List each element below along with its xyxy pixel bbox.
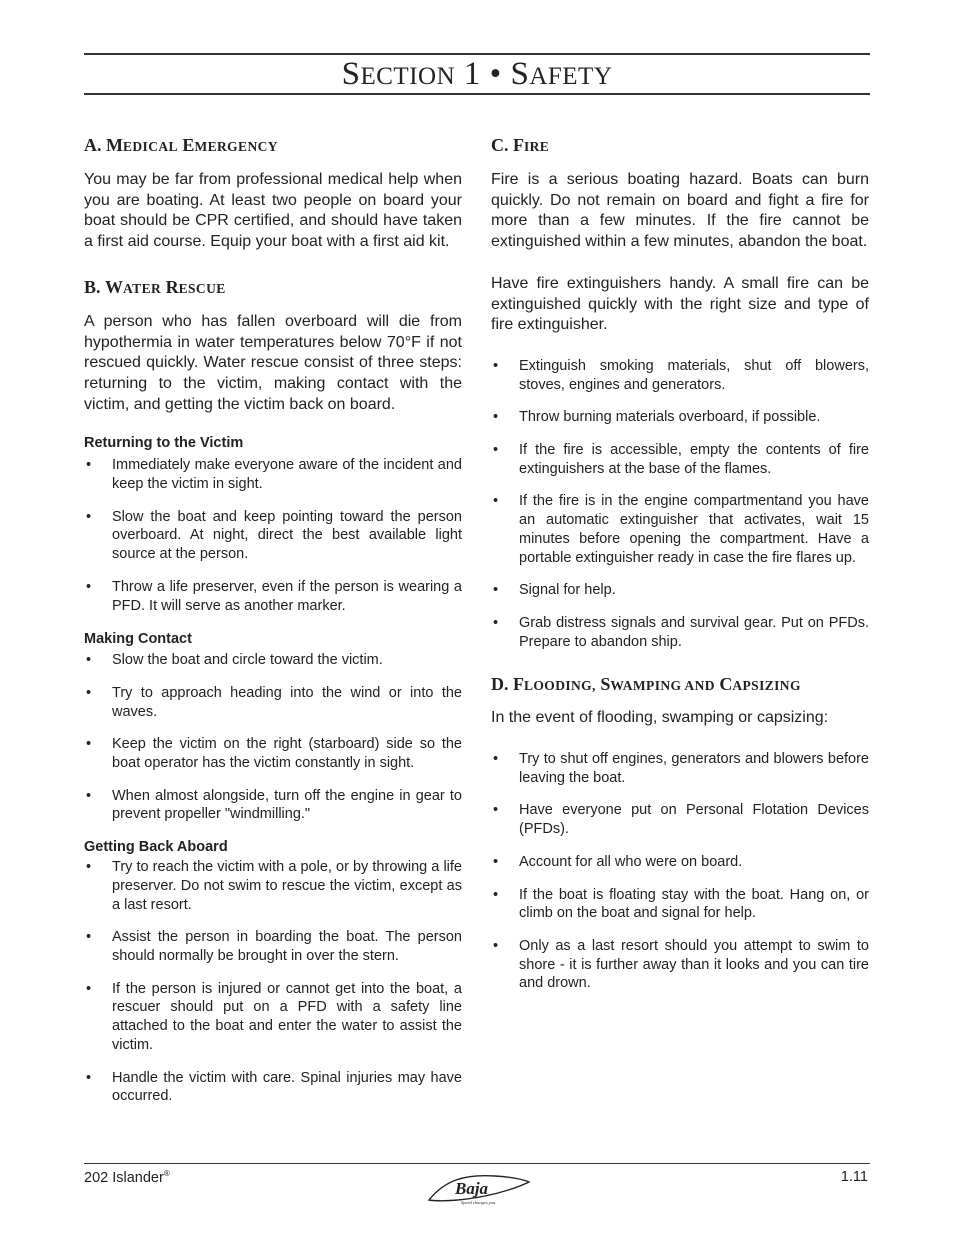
returning-list bbox=[84, 456, 462, 615]
list-item: • Signal for help. bbox=[493, 582, 616, 599]
list-item: • Have everyone put on Personal Flotation Devices (PFDs). bbox=[493, 802, 869, 838]
subheading-making-contact: Making Contact bbox=[84, 631, 192, 648]
list-item: • If the person is injured or cannot get into the boat, a rescuer should put on a PFD with a safety line attached to the boat and enter the water to assist the victim. bbox=[86, 980, 462, 1053]
list-item: • Try to shut off engines, generators and blowers before leaving the boat. bbox=[493, 751, 869, 786]
fire-list bbox=[491, 357, 869, 651]
list-item: • Slow the boat and keep pointing toward the person overboard. At night, direct the best available light source at the person. bbox=[86, 508, 462, 563]
baja-logo bbox=[425, 1170, 531, 1206]
list-item: • Keep the victim on the right (starboard) side so the boat operator has the victim constantly in sight. bbox=[86, 736, 462, 772]
fire-text-2: Have fire extinguishers handy. A small fire can be extinguished quickly with the right size and type of fire extinguisher. bbox=[491, 274, 869, 334]
water-rescue-text: A person who has fallen overboard will die from hypothermia in water temperatures below 70°F if not rescued quickly. Water rescue consist of three steps: returning to the victim, making contact with the victim, and getting the victim back on board. bbox=[84, 312, 462, 413]
footer-model: 202 Islander® bbox=[84, 1169, 170, 1186]
list-item: • Try to reach the victim with a pole, or by throwing a life preserver. Do not swim to rescue the victim, except as a last resort. bbox=[86, 859, 462, 913]
list-item: • Extinguish smoking materials, shut off blowers, stoves, engines and generators. bbox=[493, 357, 869, 393]
footer-rule bbox=[84, 1163, 870, 1164]
list-item: • Throw a life preserver, even if the person is wearing a PFD. It will serve as another marker. bbox=[86, 578, 462, 614]
list-item: • Assist the person in boarding the boat. The person should normally be brought in over the stern. bbox=[86, 929, 462, 964]
subheading-returning: Returning to the Victim bbox=[84, 435, 244, 452]
list-item: • Try to approach heading into the wind or into the waves. bbox=[86, 684, 462, 720]
flooding-text: In the event of flooding, swamping or capsizing: bbox=[491, 709, 829, 727]
making-contact-list bbox=[84, 651, 462, 824]
page-title: SECTION 1 • SAFETY bbox=[341, 56, 613, 92]
fire-text-1: Fire is a serious boating hazard. Boats can burn quickly. Do not remain on board and fight a fire for more than a few minutes. If the fire cannot be extinguished within a few minutes, abandon the boat. bbox=[491, 171, 869, 251]
list-item: • Only as a last resort should you attempt to swim to shore - it is further away than it looks and you can tire and drown. bbox=[493, 937, 869, 992]
title-rule bbox=[84, 93, 870, 95]
heading-medical-emergency: A. MEDICAL EMERGENCY bbox=[84, 135, 278, 155]
logo-tagline: Speed changes you. bbox=[461, 1200, 497, 1205]
list-item: • Slow the boat and circle toward the victim. bbox=[86, 652, 383, 669]
list-item: • Immediately make everyone aware of the incident and keep the victim in sight. bbox=[86, 457, 462, 493]
logo-wordmark: Baja bbox=[455, 1179, 489, 1198]
top-rule bbox=[84, 53, 870, 55]
flooding-list bbox=[491, 750, 869, 993]
list-item: • Account for all who were on board. bbox=[493, 853, 743, 870]
list-item: • Throw burning materials overboard, if possible. bbox=[493, 409, 821, 426]
subheading-getting-back-aboard: Getting Back Aboard bbox=[84, 839, 228, 856]
list-item: • If the boat is floating stay with the boat. Hang on, or climb on the boat and signal for help. bbox=[493, 886, 869, 922]
list-item: • Handle the victim with care. Spinal injuries may have occurred. bbox=[86, 1069, 462, 1105]
getting-back-list bbox=[84, 858, 462, 1106]
list-item: • If the fire is accessible, empty the contents of fire extinguishers at the base of the flames. bbox=[493, 442, 869, 477]
right-column bbox=[491, 130, 869, 993]
heading-fire: C. FIRE bbox=[491, 135, 550, 155]
heading-water-rescue: B. WATER RESCUE bbox=[84, 276, 226, 297]
medical-emergency-text: You may be far from professional medical help when you are boating. At least two people on board your boat should be CPR certified, and should have taken a first aid course. Equip your boat with a first aid kit. bbox=[84, 171, 462, 251]
list-item: • When almost alongside, turn off the engine in gear to prevent propeller "windmilling." bbox=[86, 787, 462, 823]
heading-flooding: D. FLOODING, SWAMPING AND CAPSIZING bbox=[491, 674, 801, 695]
list-item: • Grab distress signals and survival gear. Put on PFDs. Prepare to abandon ship. bbox=[493, 614, 869, 650]
page-number: 1.11 bbox=[840, 1169, 868, 1185]
left-column bbox=[84, 130, 462, 1106]
list-item: • If the fire is in the engine compartmentand you have an automatic extinguisher that activates, wait 15 minutes before opening the compartment. Have a portable extinguisher ready in case the fire flares up. bbox=[493, 493, 869, 566]
